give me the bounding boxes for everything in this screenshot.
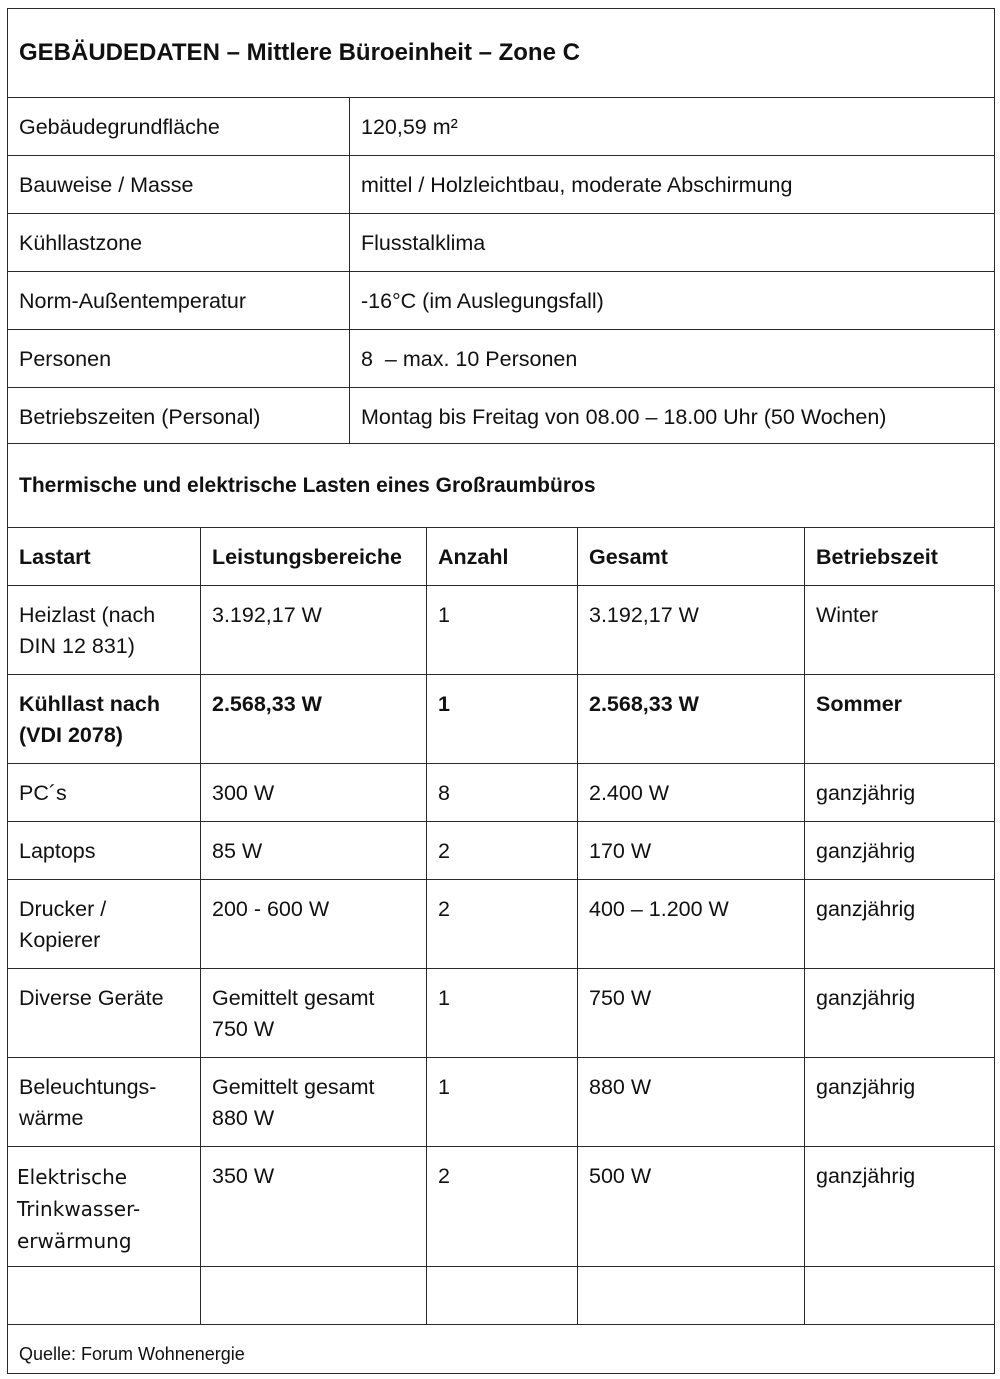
table-cell: Gemittelt gesamt 880 W <box>200 1058 426 1146</box>
table-row <box>8 1267 994 1325</box>
table-cell: 8 <box>426 764 577 821</box>
table-cell: 300 W <box>200 764 426 821</box>
building-value: Flusstalklima <box>349 214 994 271</box>
building-value: 120,59 m² <box>349 98 994 155</box>
table-cell: 2.568,33 W <box>200 675 426 763</box>
table-cell: 3.192,17 W <box>577 586 804 674</box>
table-cell: ganzjährig <box>804 880 994 968</box>
table-cell: 2.400 W <box>577 764 804 821</box>
building-row <box>8 98 994 156</box>
table-cell: 85 W <box>200 822 426 879</box>
table-cell: 1 <box>426 1058 577 1146</box>
table-cell: 400 – 1.200 W <box>577 880 804 968</box>
title-row <box>8 9 994 98</box>
building-label: Personen <box>19 347 112 371</box>
building-value: mittel / Holzleichtbau, moderate Abschirmung <box>349 156 994 213</box>
table-cell: Sommer <box>804 675 994 763</box>
table-row <box>8 764 994 822</box>
table-cell: 750 W <box>577 969 804 1057</box>
table-cell: Drucker / Kopierer <box>19 897 107 952</box>
table-row <box>8 675 994 764</box>
table-cell: 2 <box>426 1147 577 1266</box>
data-sheet <box>7 8 995 1374</box>
building-row <box>8 388 994 444</box>
table-row <box>8 822 994 880</box>
building-label: Kühllastzone <box>19 231 143 255</box>
table-row <box>8 1147 994 1267</box>
building-value: 8 – max. 10 Personen <box>349 330 994 387</box>
table-cell: PC´s <box>19 781 67 805</box>
table-cell: Diverse Geräte <box>19 986 164 1010</box>
table-cell: 1 <box>426 969 577 1057</box>
building-label: Betriebszeiten (Personal) <box>19 405 261 429</box>
building-label: Norm-Außentemperatur <box>19 289 247 313</box>
table-cell: 880 W <box>577 1058 804 1146</box>
table-cell: ganzjährig <box>804 1147 994 1266</box>
table-cell: 2.568,33 W <box>577 675 804 763</box>
table-cell: ganzjährig <box>804 822 994 879</box>
table-cell <box>804 1267 994 1324</box>
building-row <box>8 330 994 388</box>
table-cell: Beleuchtungs- wärme <box>19 1075 157 1130</box>
source-row <box>8 1325 994 1373</box>
table-cell <box>426 1267 577 1324</box>
section-title: Thermische und elektrische Lasten eines Großraumbüros <box>19 474 596 497</box>
building-row <box>8 214 994 272</box>
building-label: Bauweise / Masse <box>19 173 194 197</box>
table-cell <box>200 1267 426 1324</box>
column-header: Gesamt <box>577 528 804 585</box>
building-label: Gebäudegrundfläche <box>19 115 220 139</box>
table-cell: Elektrische Trinkwasser- erwärmung <box>17 1165 141 1253</box>
column-header: Leistungsbereiche <box>200 528 426 585</box>
table-row <box>8 969 994 1058</box>
table-cell: 170 W <box>577 822 804 879</box>
table-cell: Gemittelt gesamt 750 W <box>200 969 426 1057</box>
source-note: Quelle: Forum Wohnenergie <box>19 1344 245 1364</box>
table-cell: 200 - 600 W <box>200 880 426 968</box>
column-header: Lastart <box>19 545 91 569</box>
building-value: -16°C (im Auslegungsfall) <box>349 272 994 329</box>
table-cell: 2 <box>426 822 577 879</box>
table-row <box>8 1058 994 1147</box>
section-row <box>8 444 994 528</box>
building-value: Montag bis Freitag von 08.00 – 18.00 Uhr (50 Wochen) <box>349 388 994 443</box>
table-row <box>8 880 994 969</box>
table-row <box>8 586 994 675</box>
table-cell <box>577 1267 804 1324</box>
table-cell: Heizlast (nach DIN 12 831) <box>19 603 156 658</box>
column-header: Betriebszeit <box>804 528 994 585</box>
sheet-title: GEBÄUDEDATEN – Mittlere Büroeinheit – Zone C <box>19 39 580 66</box>
table-cell: ganzjährig <box>804 969 994 1057</box>
column-header: Anzahl <box>426 528 577 585</box>
table-cell: ganzjährig <box>804 1058 994 1146</box>
table-cell: Winter <box>804 586 994 674</box>
table-cell: ganzjährig <box>804 764 994 821</box>
table-cell: 350 W <box>200 1147 426 1266</box>
table-cell: 1 <box>426 675 577 763</box>
table-cell: 1 <box>426 586 577 674</box>
table-header-row <box>8 528 994 586</box>
table-cell: 2 <box>426 880 577 968</box>
table-cell: 3.192,17 W <box>200 586 426 674</box>
table-cell: Laptops <box>19 839 96 863</box>
table-cell <box>8 1267 200 1324</box>
table-cell: 500 W <box>577 1147 804 1266</box>
building-row <box>8 156 994 214</box>
building-row <box>8 272 994 330</box>
table-cell: Kühllast nach (VDI 2078) <box>19 692 160 747</box>
